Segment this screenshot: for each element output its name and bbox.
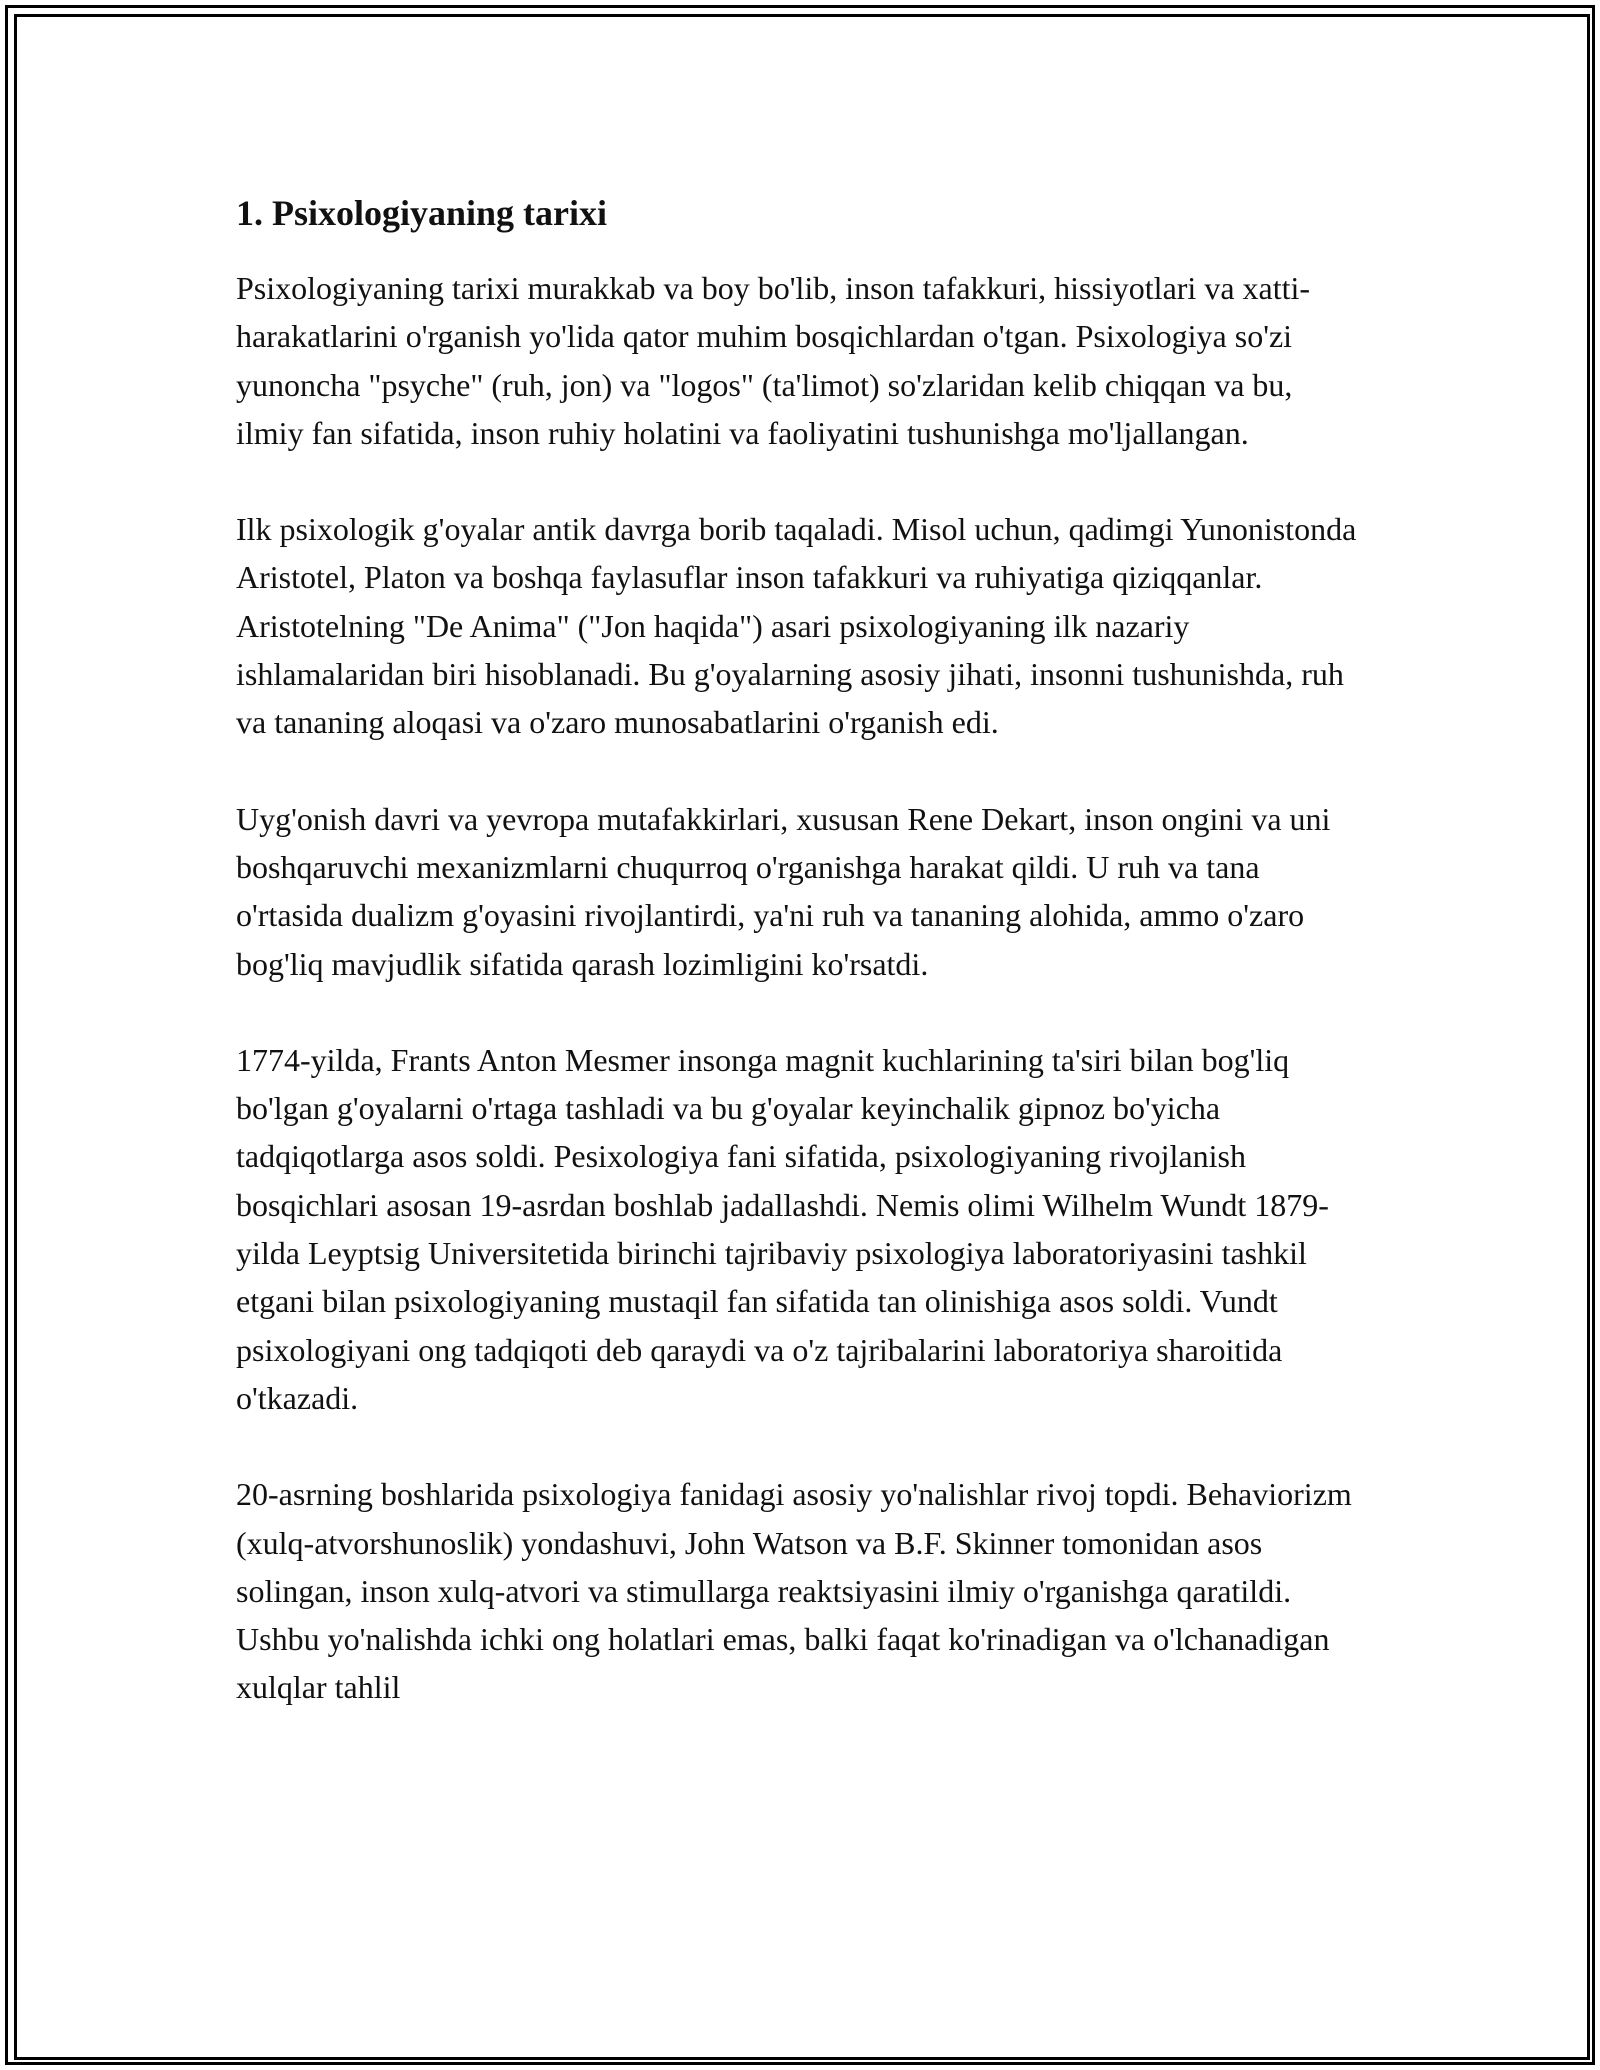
document-body — [236, 190, 1366, 1760]
paragraph-2: Ilk psixologik g'oyalar antik davrga borib taqaladi. Misol uchun, qadimgi Yunonistonda Aristotel, Platon va boshqa faylasuflar inson tafakkuri va ruhiyatiga qiziqqanlar. Aristotelning "De Anima" ("Jon haqida") asari psixologiyaning ilk nazariy ishlamalaridan biri hisoblanadi. Bu g'oyalarning asosiy jihati, insonni tushunishda, ruh va tananing aloqasi va o'zaro munosabatlarini o'rganish edi. — [236, 511, 1357, 741]
paragraph-3: Uyg'onish davri va yevropa mutafakkirlari, xususan Rene Dekart, inson ongini va uni boshqaruvchi mexanizmlarni chuqurroq o'rganishga harakat qildi. U ruh va tana o'rtasida dualizm g'oyasini rivojlantirdi, ya'ni ruh va tananing alohida, ammo o'zaro bog'liq mavjudlik sifatida qarash lozimligini ko'rsatdi. — [236, 800, 1331, 982]
paragraph-5: 20-asrning boshlarida psixologiya fanidagi asosiy yo'nalishlar rivoj topdi. Behaviorizm (xulq-atvorshunoslik) yondashuvi, John Watson va B.F. Skinner tomonidan asos solingan, inson xulq-atvori va stimullarga reaktsiyasini ilmiy o'rganishga qaratildi. Ushbu yo'nalishda ichki ong holatlari emas, balki faqat ko'rinadigan va o'lchanadigan xulqlar tahlil — [236, 1476, 1352, 1706]
section-heading: 1. Psixologiyaning tarixi — [236, 193, 608, 233]
paragraph-1: Psixologiyaning tarixi murakkab va boy bo'lib, inson tafakkuri, hissiyotlari va xatti-harakatlarini o'rganish yo'lida qator muhim bosqichlardan o'tgan. Psixologiya so'zi yunoncha "psyche" (ruh, jon) va "logos" (ta'limot) so'zlaridan kelib chiqqan va bu, ilmiy fan sifatida, inson ruhiy holatini va faoliyatini tushunishga mo'ljallangan. — [236, 270, 1311, 451]
paragraph-4: 1774-yilda, Frants Anton Mesmer insonga magnit kuchlarining ta'siri bilan bog'liq bo'lgan g'oyalarni o'rtaga tashladi va bu g'oyalar keyinchalik gipnoz bo'yicha tadqiqotlarga asos soldi. Pesixologiya fani sifatida, psixologiyaning rivojlanish bosqichlari asosan 19-asrdan boshlab jadallashdi. Nemis olimi Wilhelm Wundt 1879-yilda Leyptsig Universitetida birinchi tajribaviy psixologiya laboratoriyasini tashkil etgani bilan psixologiyaning mustaqil fan sifatida tan olinishiga asos soldi. Vundt psixologiyani ong tadqiqoti deb qaraydi va o'z tajribalarini laboratoriya sharoitida o'tkazadi. — [236, 1041, 1329, 1416]
